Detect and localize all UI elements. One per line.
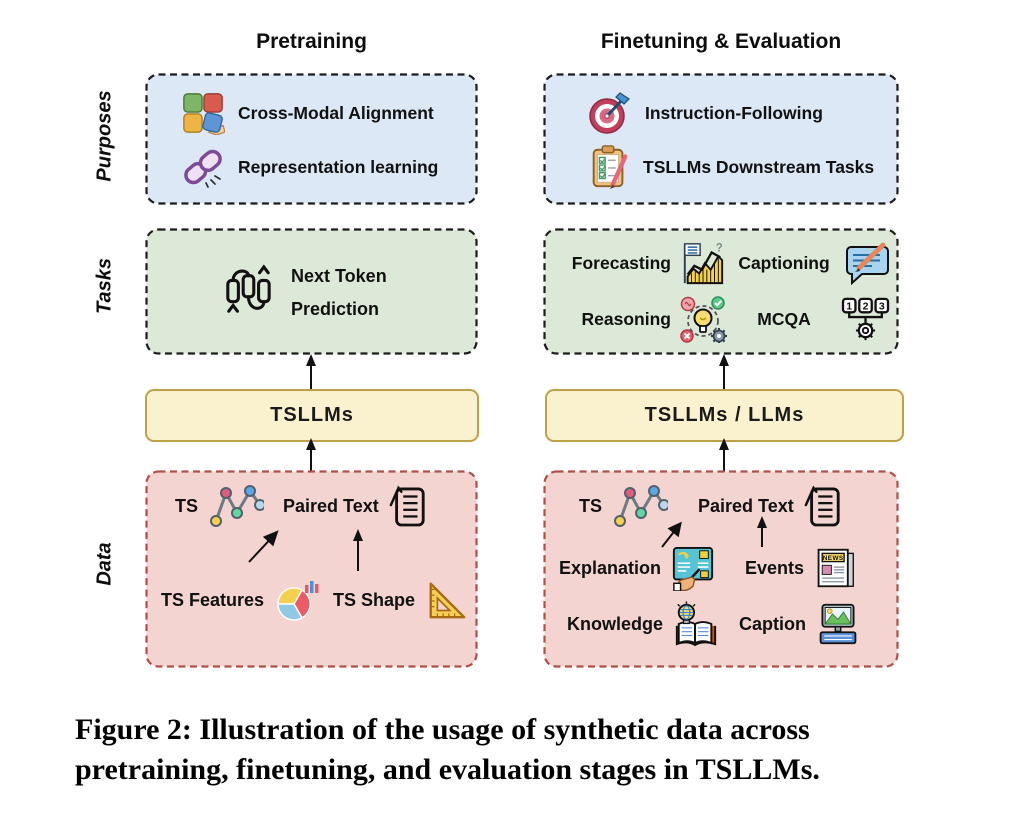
data-label: Paired Text xyxy=(698,495,794,516)
data-item-ts-features xyxy=(161,574,320,626)
column-header-pretraining: Pretraining xyxy=(256,30,367,53)
purpose-item xyxy=(588,89,823,137)
column-header-finetuning: Finetuning & Evaluation xyxy=(600,30,842,53)
data-label: TS Shape xyxy=(333,589,416,610)
tasks-panel-finetuning xyxy=(543,228,899,355)
data-label: TS xyxy=(175,495,199,516)
purpose-label: Instruction-Following xyxy=(645,102,823,123)
numbered-options-gear-icon xyxy=(841,296,891,342)
puzzle-icon xyxy=(181,91,225,135)
purposes-panel-finetuning xyxy=(543,73,899,205)
chain-link-icon xyxy=(181,145,225,189)
arrow-up-tasks-right xyxy=(717,353,731,390)
chart-forecast-icon xyxy=(680,240,726,286)
data-label: Caption xyxy=(739,613,806,634)
purpose-label: Representation learning xyxy=(238,156,439,177)
pie-chart-icon xyxy=(274,577,320,623)
purposes-panel-pretraining xyxy=(145,73,478,205)
newspaper-icon xyxy=(814,545,856,591)
purpose-label: TSLLMs Downstream Tasks xyxy=(643,156,875,177)
lightbulb-reasoning-icon xyxy=(679,295,727,343)
data-item-ts xyxy=(579,480,668,532)
data-item-ts-shape xyxy=(333,574,467,626)
task-label: MCQA xyxy=(757,308,811,329)
bulb-book-icon xyxy=(673,601,719,647)
digit-1: 1 xyxy=(846,300,853,313)
task-label: Reasoning xyxy=(581,308,671,329)
row-label-tasks: Tasks xyxy=(93,258,116,314)
note-pencil-icon xyxy=(804,483,842,529)
figure-caption xyxy=(75,710,975,790)
row-label-data: Data xyxy=(93,542,116,586)
news-banner-text: NEWS xyxy=(822,554,844,562)
data-label: Knowledge xyxy=(567,613,664,634)
tasks-panel-pretraining xyxy=(145,228,478,355)
presentation-hand-icon xyxy=(671,545,715,591)
speech-bubble-pencil-icon xyxy=(842,241,890,285)
tasks-grid xyxy=(553,235,895,347)
data-panel-finetuning xyxy=(543,470,899,668)
task-label-group xyxy=(291,266,387,319)
data-label: Events xyxy=(745,557,805,578)
figure-caption-line1: Figure 2: Illustration of the usage of synthetic data across xyxy=(75,713,810,746)
clipboard-checklist-icon xyxy=(588,144,630,190)
purpose-item xyxy=(588,143,874,191)
data-item-explanation xyxy=(559,542,715,594)
data-item-knowledge xyxy=(567,598,719,650)
data-panel-pretraining xyxy=(145,470,478,668)
data-item-paired-text xyxy=(698,480,842,532)
purpose-label: Cross-Modal Alignment xyxy=(238,102,434,123)
question-glyph: ? xyxy=(715,242,723,255)
task-label: Captioning xyxy=(738,252,830,273)
model-box-tsllms: TSLLMs xyxy=(145,389,479,442)
arrow-up-ts-shape xyxy=(351,528,365,572)
timeseries-line-icon xyxy=(208,483,264,529)
data-item-caption xyxy=(739,598,860,650)
model-box-tsllms-llms: TSLLMs / LLMs xyxy=(545,389,904,442)
chart-forecast-icon-cell xyxy=(675,240,731,286)
token-sequence-icon xyxy=(223,262,273,322)
monitor-caption-icon xyxy=(816,602,860,646)
note-pencil-icon xyxy=(389,483,427,529)
arrow-up-tasks-left xyxy=(304,353,318,390)
data-label: Explanation xyxy=(559,557,662,578)
data-label: TS Features xyxy=(161,589,265,610)
arrow-diagonal-ts-features xyxy=(243,524,291,568)
data-item-events xyxy=(745,542,856,594)
speech-bubble-pencil-icon-cell xyxy=(837,241,895,285)
task-label-line2: Prediction xyxy=(291,298,380,319)
digit-3: 3 xyxy=(878,300,885,313)
purpose-item xyxy=(181,89,434,137)
target-dart-icon xyxy=(588,91,632,135)
figure-caption-line2: pretraining, finetuning, and evaluation stages in TSLLMs. xyxy=(75,753,820,786)
purpose-item xyxy=(181,143,438,191)
data-label: TS xyxy=(579,495,603,516)
task-label: Forecasting xyxy=(571,252,671,273)
data-label: Paired Text xyxy=(283,495,379,516)
numbered-options-gear-icon-cell xyxy=(837,296,895,342)
lightbulb-reasoning-icon-cell xyxy=(675,295,731,343)
set-square-icon xyxy=(425,579,467,621)
digit-2: 2 xyxy=(862,300,869,313)
row-label-purposes: Purposes xyxy=(93,90,116,182)
task-item xyxy=(223,254,387,330)
data-item-paired-text xyxy=(283,480,427,532)
task-label-line1: Next Token xyxy=(291,265,387,286)
